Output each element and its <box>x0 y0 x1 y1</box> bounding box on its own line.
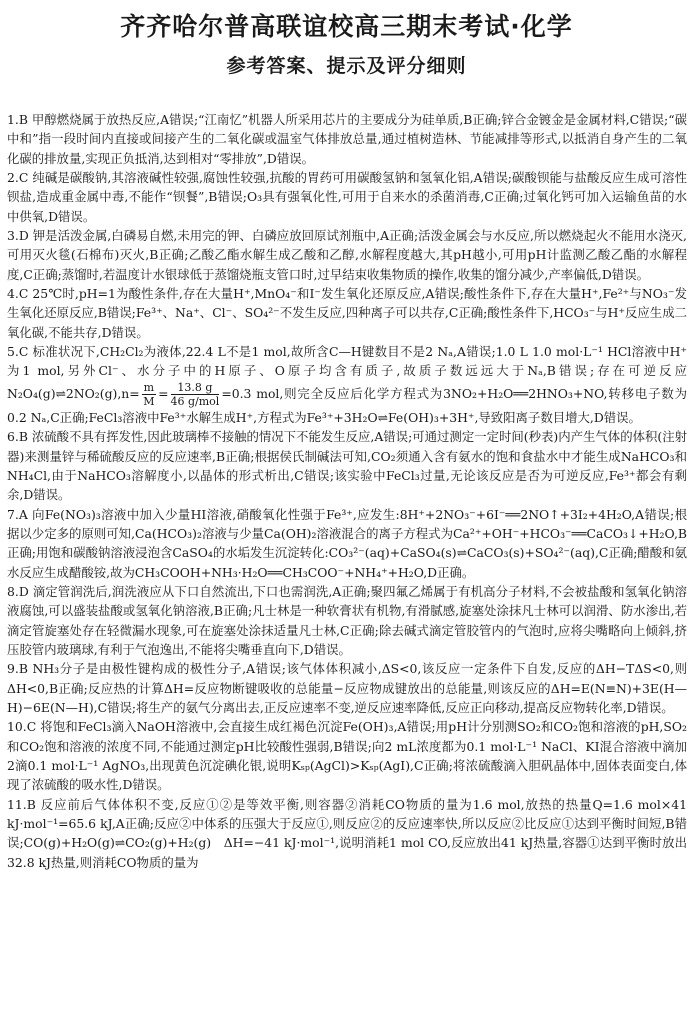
equals-sign: = <box>158 385 169 401</box>
page-subtitle: 参考答案、提示及评分细则 <box>226 55 467 77</box>
answer-number: 6.B <box>7 429 28 445</box>
answer-number: 3.D <box>7 228 29 244</box>
answer-explanation: NH₃分子是由极性键构成的极性分子,A错误;该气体体积减小,ΔS<0,该反应一定条件下自发,反应的ΔH−TΔS<0,则ΔH<0,B正确;反应热的计算ΔH=反应物断键吸收的总能量−反应物成键放出的总能量,则该反应的ΔH=E(N≡N)+3E(H—H)−6E(N—H),C错误;将生产的氨气分离出去,正反应速率不变,逆反应速率降低,反应正向移动,提高反应物转化率,D错误。 <box>7 661 687 715</box>
answer-9 <box>7 659 687 717</box>
answer-7 <box>7 505 687 582</box>
answer-explanation: 滴定管润洗后,润洗液应从下口自然流出,下口也需润洗,A正确;聚四氟乙烯属于有机高分子材料,不会被盐酸和氢氧化钠溶液腐蚀,可以盛装盐酸或氢氧化钠溶液,B正确;凡士林是一种软膏状有机物,有滑腻感,旋塞处涂抹凡士林可以润滑、防水渗出,若滴定管旋塞处存在轻微漏水现象,可在旋塞处涂抹适量凡士林,C正确;除去碱式滴定管胶管内的气泡时,应将尖嘴略向上倾斜,挤压胶管内玻璃球,有利于气泡逸出,不能将尖嘴垂直向下,D错误。 <box>7 583 687 657</box>
answer-4 <box>7 284 687 342</box>
answer-explanation: 钾是活泼金属,白磷易自燃,未用完的钾、白磷应放回原试剂瓶中,A正确;活泼金属会与水反应,所以燃烧起火不能用水浇灭,可用灭火毯(石棉布)灭火,B正确;乙酸乙酯水解生成乙酸和乙醇,水解程度越大,其pH越小,可用pH计监测乙酸乙酯的水解程度,C正确;蒸馏时,若温度计水银球低于蒸馏烧瓶支管口时,过早结束收集物质的操作,收集的馏分减少,产率偏低,D错误。 <box>7 228 687 282</box>
answer-number: 4.C <box>7 286 29 302</box>
answer-explanation-part-b: =0.3 mol,则完全反应后化学方程式为3NO₂+H₂O══2HNO₃+NO,转移电子数为0.2 Nₐ,C正确;FeCl₃溶液中Fe³⁺水解生成H⁺,方程式为Fe³⁺+3H₂O⇌Fe(OH)₃+3H⁺,导致阳离子数目增大,D错误。 <box>7 385 687 425</box>
answer-1 <box>7 110 687 168</box>
answer-number: 2.C <box>7 170 29 186</box>
answer-6 <box>7 427 687 504</box>
answer-number: 1.B <box>7 112 28 127</box>
answer-explanation: 甲醇燃烧属于放热反应,A错误;“江南忆”机器人所采用芯片的主要成分为硅单质,B正确;锌合金镀金是金属材料,C错误;“碳中和”指一段时间内直接或间接产生的二氧化碳或温室气体排放总量,通过植树造林、节能减排等形式,以抵消自身产生的二氧化碳的排放量,实现正负抵消,达到相对“零排放”,D错误。 <box>7 112 687 166</box>
answer-3 <box>7 226 687 284</box>
page-title: 齐齐哈尔普高联谊校高三期末考试·化学 <box>120 12 573 41</box>
answer-number: 7.A <box>7 506 28 522</box>
answer-explanation-part-a: 标准状况下,CH₂Cl₂为液体,22.4 L不是1 mol,故所含C—H键数目不是2 Nₐ,A错误;1.0 L 1.0 mol·L⁻¹ HCl溶液中H⁺为1 mol,另外Cl⁻、水分子中的H原子、O原子均含有质子,故质子数远远大于Nₐ,B错误;存在可逆反应N₂O₄(g)⇌2NO₂(g),n= <box>7 344 687 401</box>
answer-number: 9.B <box>7 661 28 677</box>
answers-list <box>7 110 687 872</box>
answer-number: 8.D <box>7 583 29 599</box>
answer-explanation: 向Fe(NO₃)₃溶液中加入少量HI溶液,硝酸氧化性强于Fe³⁺,应发生:8H⁺+2NO₃⁻+6I⁻══2NO↑+3I₂+4H₂O,A错误;根据以少定多的原则可知,Ca(HCO₃)₂溶液与少量Ca(OH)₂溶液混合的离子方程式为Ca²⁺+OH⁻+HCO₃⁻══CaCO₃↓+H₂O,B正确;用饱和碳酸钠溶液浸泡含CaSO₄的水垢发生沉淀转化:CO₃²⁻(aq)+CaSO₄(s)⇌CaCO₃(s)+SO₄²⁻(aq),C正确;醋酸和氨水反应生成醋酸铵,故为CH₃COOH+NH₃·H₂O══CH₃COO⁻+NH₄⁺+H₂O,D正确。 <box>7 506 687 580</box>
answer-8 <box>7 582 687 659</box>
fraction-m-over-M <box>142 381 156 408</box>
fraction-denominator: M <box>143 394 155 408</box>
answer-5 <box>7 342 687 427</box>
answer-explanation: 浓硫酸不具有挥发性,因此玻璃棒不接触的情况下不能发生反应,A错误;可通过测定一定时间(秒表)内产生气体的体积(注射器)来测量锌与稀硫酸反应的反应速率,B正确;根据侯氏制碱法可知,CO₂须通入含有氨水的饱和食盐水中才能生成NaHCO₃和NH₄Cl,由于NaHCO₃溶解度小,以晶体的形式析出,C错误;该实验中FeCl₃过量,无论该反应是否为可逆反应,Fe³⁺都会有剩余,D错误。 <box>7 429 687 503</box>
fraction-mass-over-molar-mass <box>171 381 220 408</box>
answer-explanation: 将饱和FeCl₃滴入NaOH溶液中,会直接生成红褐色沉淀Fe(OH)₃,A错误;用pH计分别测SO₂和CO₂饱和溶液的pH,SO₂和CO₂饱和溶液的浓度不同,不能通过测定pH比较酸性强弱,B错误;向2 mL浓度都为0.1 mol·L⁻¹ NaCl、KI混合溶液中滴加2滴0.1 mol·L⁻¹ AgNO₃,出现黄色沉淀碘化银,说明Kₛₚ(AgCl)>Kₛₚ(AgI),C正确;将浓硫酸滴入胆矾晶体中,固体表面变白,体现了浓硫酸的吸水性,D错误。 <box>7 719 687 793</box>
answer-explanation: 纯碱是碳酸钠,其溶液碱性较强,腐蚀性较强,抗酸的胃药可用碳酸氢钠和氢氧化铝,A错误;碳酸钡能与盐酸反应生成可溶性钡盐,造成重金属中毒,不能作“钡餐”,B错误;O₃具有强氧化性,可用于自来水的杀菌消毒,C正确;过氧化钙可加入运输鱼苗的水中供氧,D错误。 <box>7 170 687 224</box>
answer-explanation: 25℃时,pH=1为酸性条件,存在大量H⁺,MnO₄⁻和I⁻发生氧化还原反应,A错误;酸性条件下,存在大量H⁺,Fe²⁺与NO₃⁻发生氧化还原反应,B错误;Fe³⁺、Na⁺、Cl⁻、SO₄²⁻不发生反应,四种离子可以共存,C正确;酸性条件下,HCO₃⁻与H⁺反应生成二氧化碳,不能共存,D错误。 <box>7 286 687 340</box>
fraction-denominator: 46 g/mol <box>170 394 220 408</box>
answer-number: 10.C <box>7 719 37 735</box>
answer-explanation: 反应前后气体体积不变,反应①②是等效平衡,则容器②消耗CO物质的量为1.6 mol,放热的热量Q=1.6 mol×41 kJ·mol⁻¹=65.6 kJ,A正确;反应②中体系的压强大于反应①,则反应②的反应速率快,所以反应②比反应①达到平衡时间短,B错误;CO(g)+H₂O(g)⇌CO₂(g)+H₂(g) ΔH=−41 kJ·mol⁻¹,说明消耗1 mol CO,反应放出41 kJ热量,容器①达到平衡时放出32.8 kJ热量,则消耗CO物质的量为 <box>7 796 687 870</box>
answer-number: 11.B <box>7 796 36 812</box>
fraction-numerator: 13.8 g <box>171 381 220 395</box>
answer-10 <box>7 717 687 794</box>
fraction-numerator: m <box>143 380 155 394</box>
answer-number: 5.C <box>7 344 29 360</box>
answer-11 <box>7 795 687 872</box>
answer-2 <box>7 168 687 226</box>
